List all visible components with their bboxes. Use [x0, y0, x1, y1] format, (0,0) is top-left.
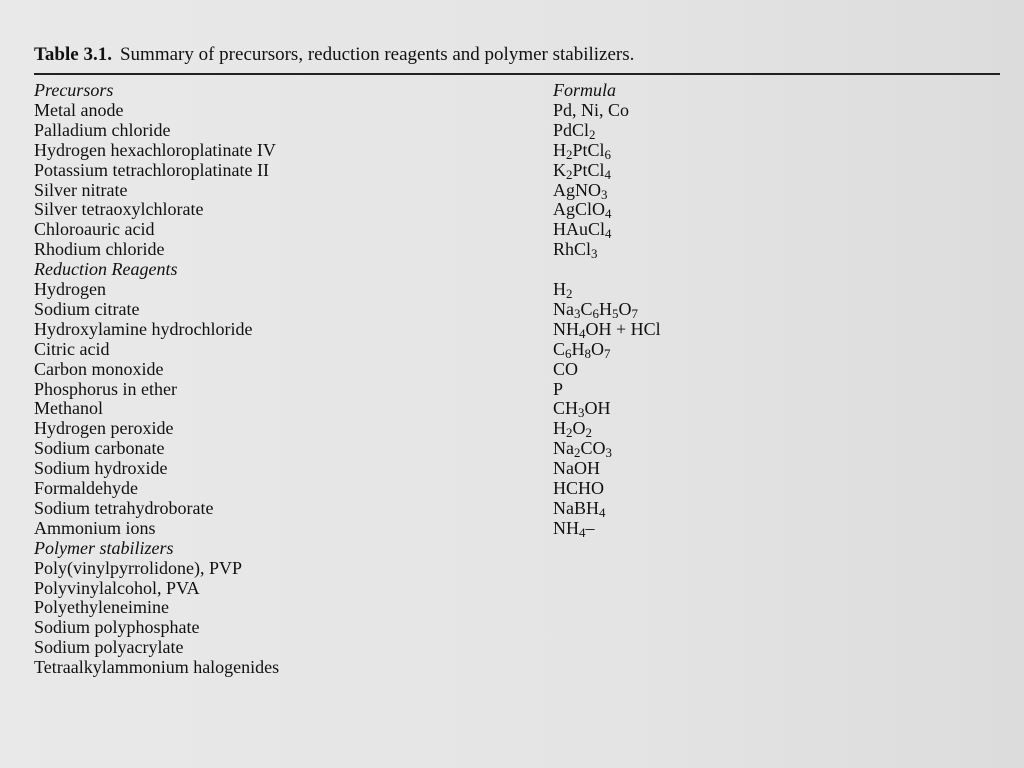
table-row [34, 637, 994, 657]
table-row [34, 119, 994, 143]
table-row [34, 318, 994, 342]
compound-formula: RhCl$_3$ [553, 239, 598, 262]
compound-name: Sodium polyphosphate [34, 617, 200, 638]
compound-name: Sodium tetrahydroborate [34, 497, 214, 518]
formula-column-heading: Formula [553, 80, 616, 100]
compound-formula: $C_6H_8O_7$ [553, 338, 611, 361]
section-heading [34, 538, 994, 558]
caption-rule [34, 73, 1000, 75]
table-row [34, 219, 994, 242]
section-heading-label: Polymer stabilizers [34, 537, 174, 558]
compound-name: Carbon monoxide [34, 358, 164, 379]
table-row [34, 379, 994, 399]
table-row [34, 279, 994, 302]
compound-formula: NaBH$_4$ [553, 497, 606, 521]
compound-formula: $Na_3C_6H_5O_7$ [553, 298, 638, 322]
compound-formula: HCHO [553, 478, 605, 498]
table-caption [34, 44, 1000, 66]
compound-name: Rhodium chloride [34, 239, 165, 260]
compound-formula: $H_2$ [553, 279, 573, 302]
table-row [34, 517, 994, 541]
compound-name: Citric acid [34, 338, 110, 359]
compound-name: Hydroxylamine hydrochloride [34, 318, 253, 339]
compound-name: Hydrogen hexachloroplatinate IV [34, 139, 276, 160]
compound-name: Polyvinylalcohol, PVA [34, 577, 200, 598]
table-row [34, 339, 994, 359]
compound-name: Hydrogen peroxide [34, 418, 174, 439]
compound-name: Sodium hydroxide [34, 458, 168, 479]
table-row [34, 418, 994, 441]
compound-name: Polyethyleneimine [34, 597, 169, 618]
compound-formula: Pd, Ni, Co [553, 99, 630, 120]
table-row [34, 657, 994, 677]
compound-formula: P [553, 378, 564, 399]
table-row [34, 578, 994, 598]
table-row [34, 298, 994, 322]
table-row [34, 458, 994, 478]
compound-formula: PdCl$_2$ [553, 119, 596, 143]
compound-formula: $CH_3OH$ [553, 398, 611, 421]
compound-name: Potassium tetrachloroplatinate II [34, 159, 269, 180]
table-row [34, 180, 994, 200]
table-caption-label: Table 3.1. [34, 44, 112, 65]
compound-name: Silver nitrate [34, 179, 128, 200]
table-row [34, 478, 994, 498]
table-row [34, 239, 994, 262]
compound-formula: AgClO$_4$ [553, 199, 612, 222]
compound-formula: $NH_4OH$ + HCl [553, 318, 661, 342]
section-heading [34, 259, 994, 279]
table-row [34, 558, 994, 578]
compound-name: Ammonium ions [34, 517, 156, 538]
compound-name: Hydrogen [34, 279, 106, 299]
compound-formula: $H_2O_2$ [553, 418, 592, 441]
section-heading-label: Reduction Reagents [34, 259, 178, 280]
compound-formula: AgNO$_3$ [553, 179, 608, 202]
compound-name: Sodium polyacrylate [34, 637, 184, 658]
table-row [34, 438, 994, 461]
compound-name: Metal anode [34, 99, 124, 120]
table-row [34, 100, 994, 120]
table-row [34, 160, 994, 180]
table-row [34, 597, 994, 617]
compound-name: Sodium citrate [34, 298, 140, 319]
table-row [34, 497, 994, 521]
compound-name: Silver tetraoxylchlorate [34, 199, 204, 220]
compound-name: Chloroauric acid [34, 219, 155, 240]
table-row [34, 199, 994, 222]
section-heading-label: Precursors [34, 80, 114, 100]
compound-name: Palladium chloride [34, 119, 171, 140]
compound-formula: HAuCl$_4$ [553, 219, 612, 242]
table-row [34, 617, 994, 637]
compound-formula: $H_2PtCl_6$ [553, 139, 611, 162]
table-row [34, 398, 994, 421]
compound-name: Phosphorus in ether [34, 378, 177, 399]
compound-formula: $K_2PtCl_4$ [553, 159, 611, 182]
table-row [34, 140, 994, 160]
compound-name: Methanol [34, 398, 103, 419]
table-row [34, 359, 994, 379]
compound-name: Sodium carbonate [34, 438, 165, 459]
compound-formula: $NH_4-$ [553, 517, 595, 541]
compound-formula: $Na_2CO_3$ [553, 438, 612, 461]
compound-formula: NaOH [553, 458, 600, 479]
compound-name: Tetraalkylammonium halogenides [34, 657, 280, 678]
compound-name: Formaldehyde [34, 478, 138, 498]
table-caption-text: Summary of precursors, reduction reagents and polymer stabilizers. [119, 44, 635, 65]
compound-formula: CO [553, 358, 579, 379]
section-heading [34, 80, 994, 100]
compound-name: Poly(vinylpyrrolidone), PVP [34, 557, 243, 578]
